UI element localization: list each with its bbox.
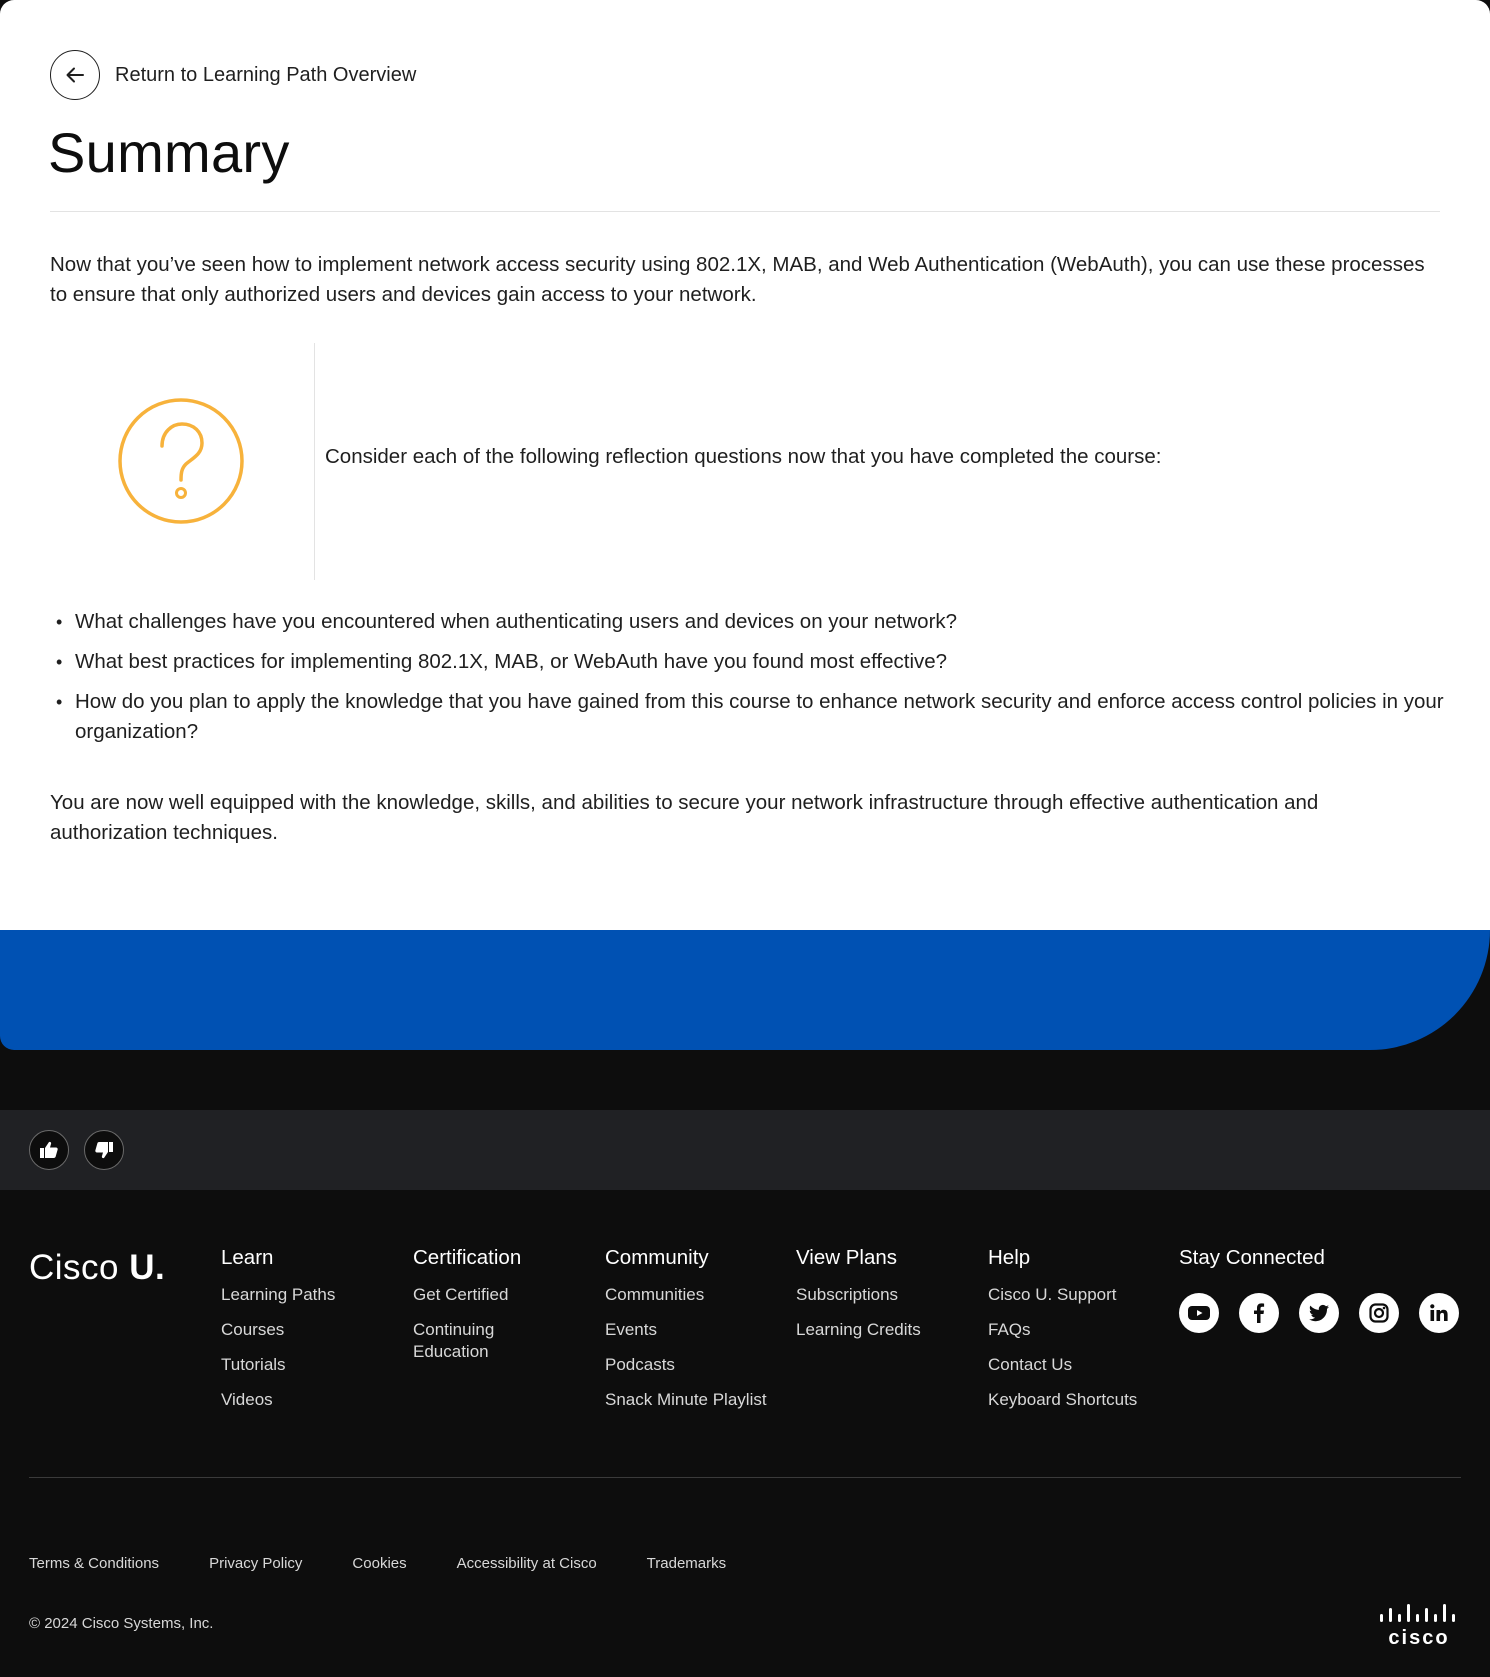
footer-link[interactable]: Subscriptions bbox=[796, 1285, 899, 1304]
footer-column-learn bbox=[221, 1246, 335, 1424]
return-link-label[interactable]: Return to Learning Path Overview bbox=[115, 63, 417, 86]
question-circle-icon bbox=[116, 396, 246, 526]
thumbs-up-button[interactable] bbox=[29, 1130, 69, 1170]
footer-link[interactable]: Continuing Education bbox=[413, 1320, 495, 1361]
footer-link[interactable]: Podcasts bbox=[605, 1355, 675, 1374]
linkedin-icon[interactable] bbox=[1419, 1293, 1459, 1333]
arrow-left-icon[interactable] bbox=[50, 50, 100, 100]
footer-link[interactable]: Tutorials bbox=[221, 1355, 286, 1374]
closing-paragraph: You are now well equipped with the knowledge, skills, and abilities to secure your network infrastructure through effective authentication and authorization techniques. bbox=[50, 791, 1319, 844]
stay-connected-heading: Stay Connected bbox=[1179, 1246, 1325, 1269]
intro-paragraph: Now that you’ve seen how to implement network access security using 802.1X, MAB, and Web Authentication (WebAuth), you can use these processes to ensure that only authorized users and devices gain access to your network. bbox=[50, 253, 1425, 306]
footer-link[interactable]: Videos bbox=[221, 1390, 273, 1409]
footer-divider bbox=[29, 1477, 1461, 1478]
legal-links bbox=[29, 1555, 776, 1572]
copyright: © 2024 Cisco Systems, Inc. bbox=[29, 1615, 214, 1632]
cisco-u-logo[interactable] bbox=[29, 1248, 165, 1288]
reflection-callout bbox=[50, 343, 1440, 580]
title-divider bbox=[50, 211, 1440, 212]
footer-column-stay-connected bbox=[1179, 1246, 1325, 1284]
privacy-policy-link[interactable]: Privacy Policy bbox=[209, 1555, 303, 1572]
social-links bbox=[1179, 1293, 1479, 1333]
feedback-bar bbox=[0, 1110, 1490, 1190]
facebook-icon[interactable] bbox=[1239, 1293, 1279, 1333]
logo-text: Cisco bbox=[29, 1248, 120, 1287]
page-title: Summary bbox=[48, 121, 290, 184]
footer-link[interactable]: Keyboard Shortcuts bbox=[988, 1390, 1138, 1409]
youtube-icon[interactable] bbox=[1179, 1293, 1219, 1333]
footer-column-heading: Learn bbox=[221, 1246, 274, 1269]
footer-column-heading: Certification bbox=[413, 1246, 522, 1269]
callout-divider bbox=[314, 343, 315, 580]
footer-column-heading: View Plans bbox=[796, 1246, 898, 1269]
footer-link[interactable]: Courses bbox=[221, 1320, 285, 1339]
footer-link[interactable]: FAQs bbox=[988, 1320, 1031, 1339]
reflection-question-list bbox=[50, 607, 1450, 757]
footer-link[interactable]: Learning Paths bbox=[221, 1285, 336, 1304]
reflection-prompt: Consider each of the following reflection questions now that you have completed the course: bbox=[325, 445, 1162, 468]
footer-column-certification bbox=[413, 1246, 533, 1376]
trademarks-link[interactable]: Trademarks bbox=[646, 1555, 727, 1572]
footer-link[interactable]: Get Certified bbox=[413, 1285, 509, 1304]
list-item: • What best practices for implementing 802.1X, MAB, or WebAuth have you found most effective? bbox=[50, 647, 1450, 677]
footer-column-community bbox=[605, 1246, 767, 1424]
accessibility-link[interactable]: Accessibility at Cisco bbox=[456, 1555, 597, 1572]
terms-link[interactable]: Terms & Conditions bbox=[29, 1555, 160, 1572]
footer-column-help bbox=[988, 1246, 1137, 1424]
footer-link[interactable]: Communities bbox=[605, 1285, 705, 1304]
footer-column-heading: Community bbox=[605, 1246, 709, 1269]
footer-link[interactable]: Snack Minute Playlist bbox=[605, 1390, 767, 1409]
footer-link[interactable]: Events bbox=[605, 1320, 657, 1339]
cookies-link[interactable]: Cookies bbox=[352, 1555, 407, 1572]
logo-mark: U. bbox=[129, 1248, 166, 1287]
thumbs-up-icon bbox=[39, 1140, 59, 1160]
cisco-logo-icon bbox=[1378, 1604, 1460, 1648]
cisco-wordmark: cisco bbox=[1388, 1627, 1450, 1648]
thumbs-down-icon bbox=[94, 1140, 114, 1160]
footer-column-view-plans bbox=[796, 1246, 921, 1354]
instagram-icon[interactable] bbox=[1359, 1293, 1399, 1333]
footer-link[interactable]: Cisco U. Support bbox=[988, 1285, 1117, 1304]
list-item: • How do you plan to apply the knowledge that you have gained from this course to enhance network security and enforce access control policies in your organization? bbox=[50, 687, 1450, 747]
decorative-blue-band bbox=[0, 930, 1490, 1050]
twitter-icon[interactable] bbox=[1299, 1293, 1339, 1333]
footer-link[interactable]: Learning Credits bbox=[796, 1320, 921, 1339]
thumbs-down-button[interactable] bbox=[84, 1130, 124, 1170]
footer-column-heading: Help bbox=[988, 1246, 1031, 1269]
list-item: • What challenges have you encountered when authenticating users and devices on your network? bbox=[50, 607, 1450, 637]
footer-link[interactable]: Contact Us bbox=[988, 1355, 1073, 1374]
return-to-overview-link[interactable] bbox=[50, 50, 416, 100]
